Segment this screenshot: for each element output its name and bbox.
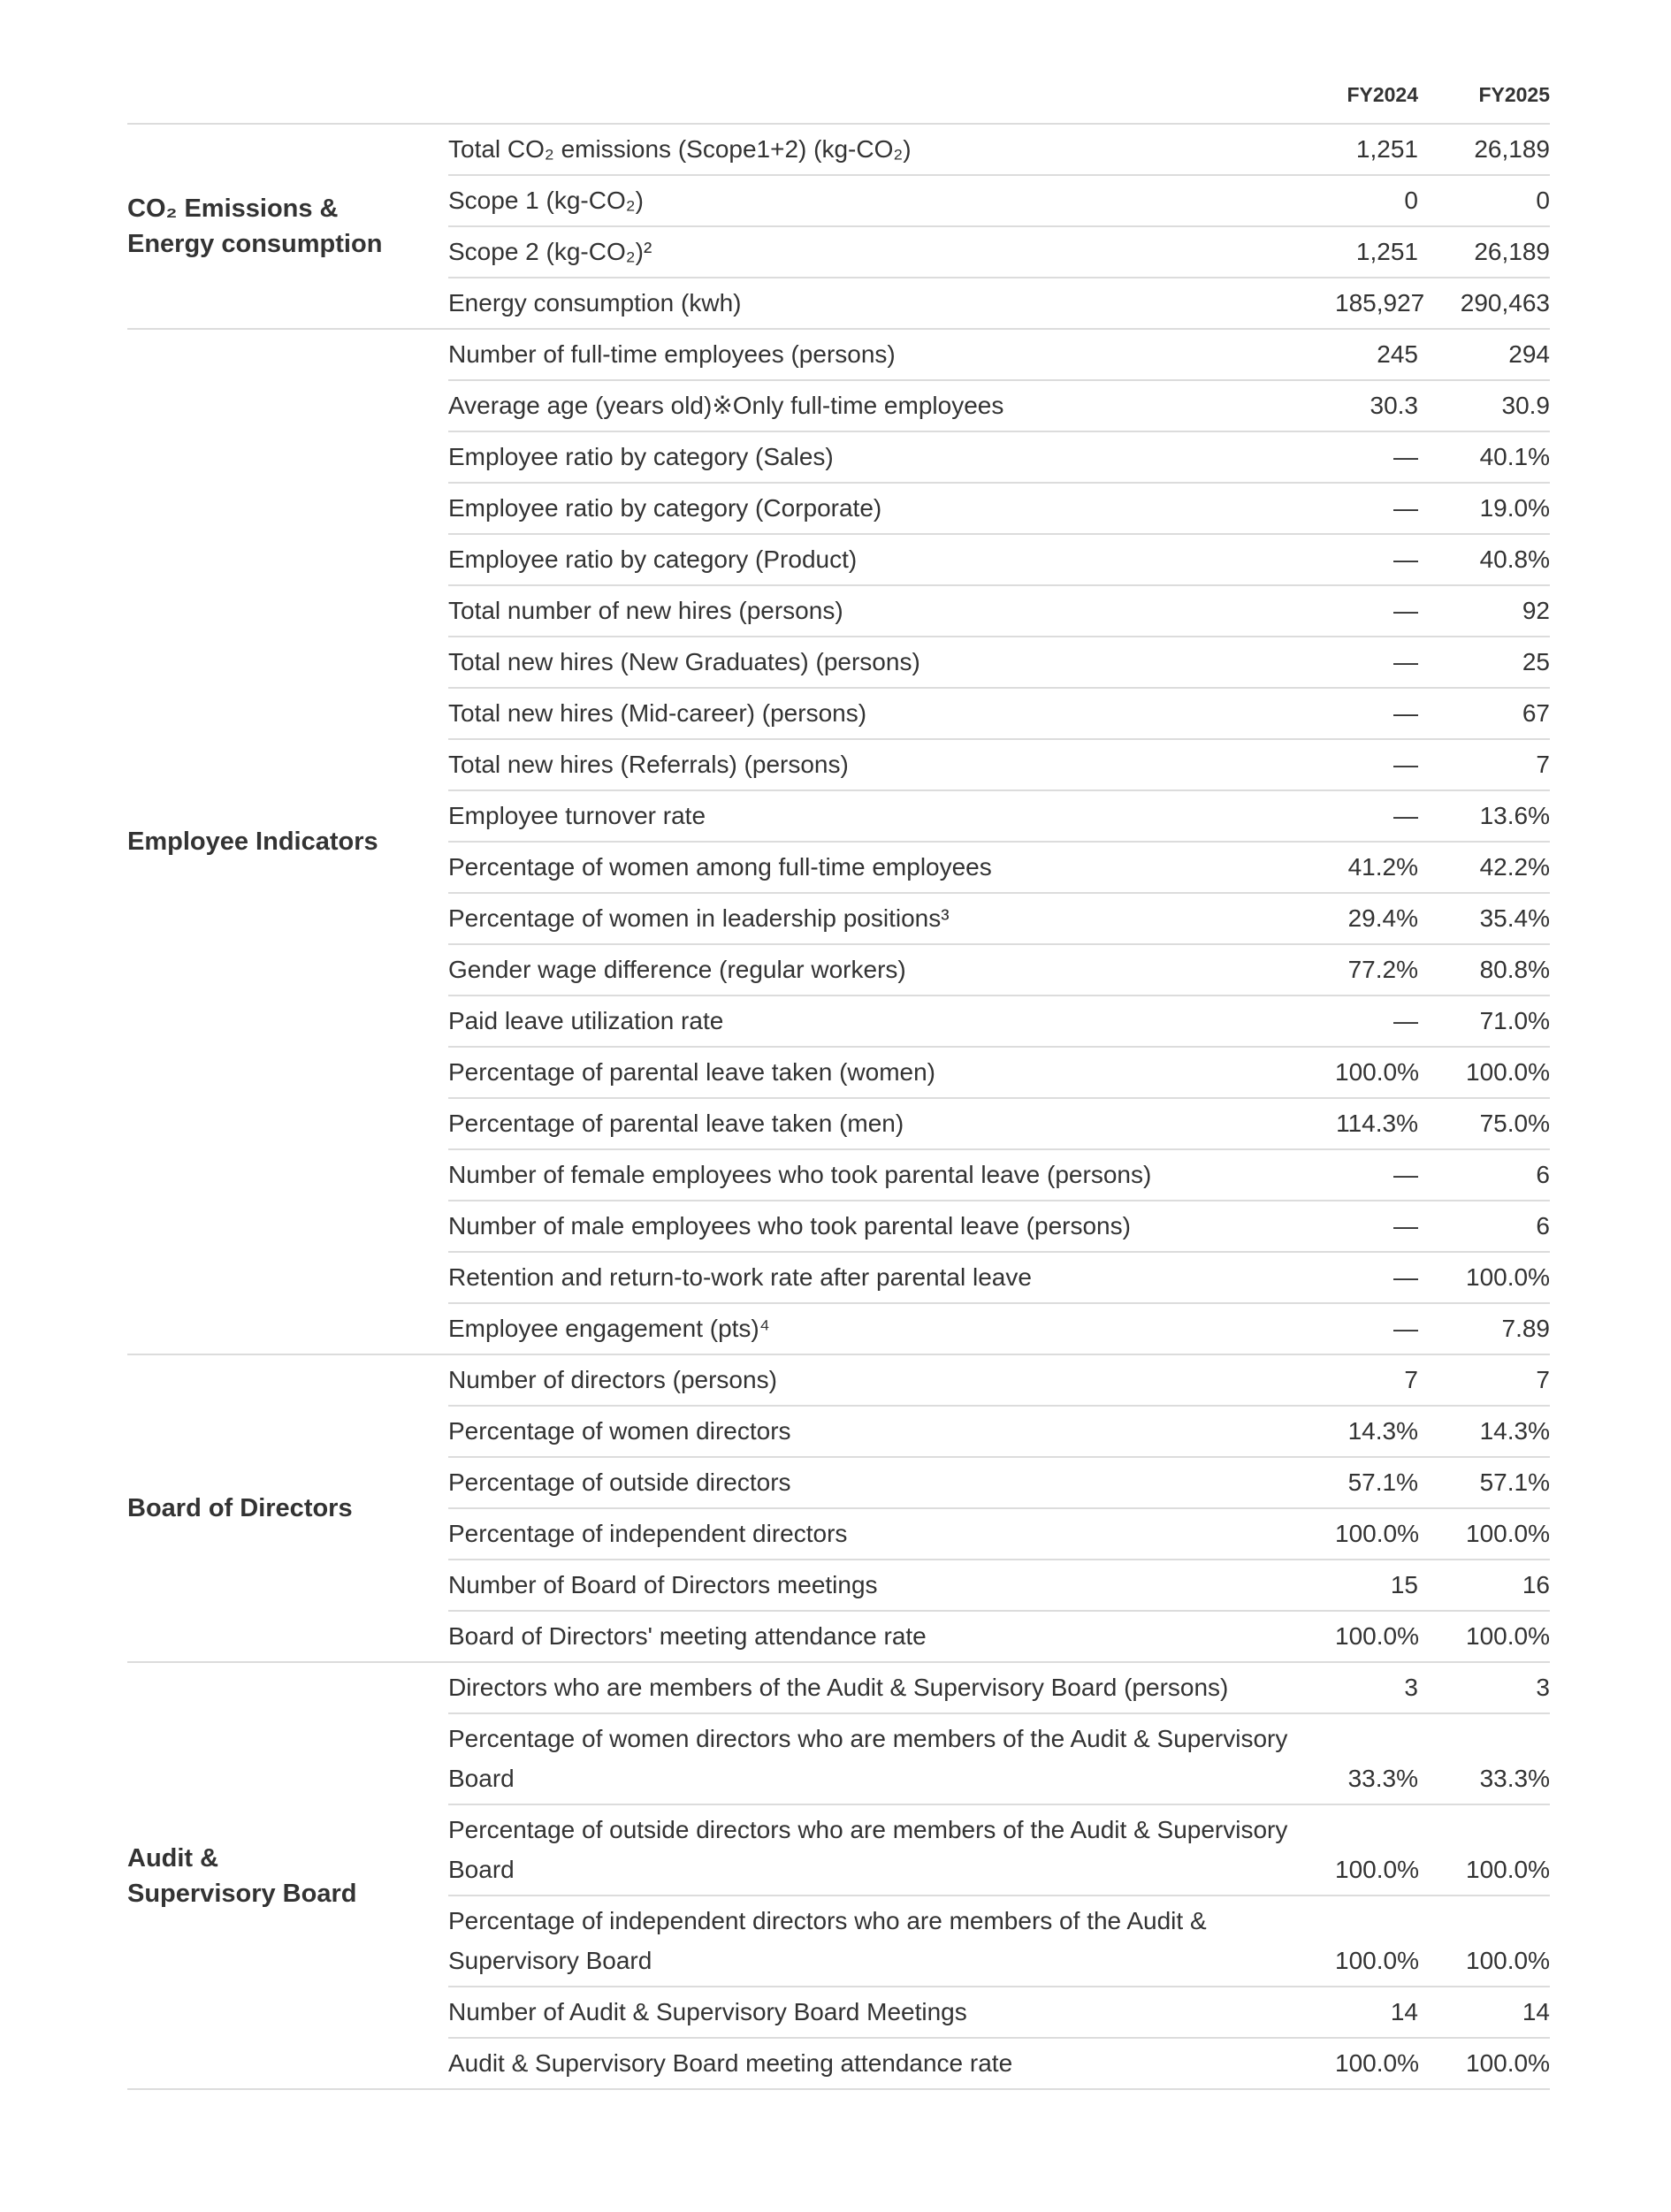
value-fy2024: 29.4% bbox=[1335, 893, 1418, 944]
metric-label: Total CO₂ emissions (Scope1+2) (kg-CO₂) bbox=[448, 124, 1335, 175]
value-fy2025: 14.3% bbox=[1418, 1406, 1550, 1457]
metric-label: Percentage of independent directors who are members of the Audit & Supervisory Board bbox=[448, 1895, 1335, 1987]
value-fy2024: 100.0% bbox=[1335, 2038, 1418, 2089]
category-text: Audit & Supervisory Board bbox=[127, 1843, 357, 1908]
value-fy2024: 3 bbox=[1335, 1662, 1418, 1713]
value-fy2025: 19.0% bbox=[1418, 483, 1550, 534]
section-category-label bbox=[127, 1354, 448, 1662]
value-fy2025: 100.0% bbox=[1418, 1047, 1550, 1098]
header-blank bbox=[448, 76, 1335, 124]
category-text: Employee Indicators bbox=[127, 828, 378, 856]
value-fy2025: 7.89 bbox=[1418, 1303, 1550, 1354]
value-fy2025: 100.0% bbox=[1418, 1508, 1550, 1560]
value-fy2025: 100.0% bbox=[1418, 1804, 1550, 1895]
value-fy2025: 75.0% bbox=[1418, 1098, 1550, 1149]
section-category-label bbox=[127, 124, 448, 329]
value-fy2024: — bbox=[1335, 431, 1418, 483]
value-fy2024: — bbox=[1335, 534, 1418, 585]
value-fy2024: 30.3 bbox=[1335, 380, 1418, 431]
value-fy2025: 35.4% bbox=[1418, 893, 1550, 944]
table-row bbox=[127, 329, 1550, 380]
metric-label: Percentage of parental leave taken (men) bbox=[448, 1098, 1335, 1149]
value-fy2024: 185,927 bbox=[1335, 278, 1418, 329]
esg-data-table-container bbox=[127, 76, 1550, 2090]
value-fy2025: 33.3% bbox=[1418, 1713, 1550, 1804]
value-fy2024: — bbox=[1335, 1252, 1418, 1303]
value-fy2024: 100.0% bbox=[1335, 1895, 1418, 1987]
metric-label: Audit & Supervisory Board meeting attendance rate bbox=[448, 2038, 1335, 2089]
category-text: CO₂ Emissions & Energy consumption bbox=[127, 195, 383, 258]
value-fy2025: 100.0% bbox=[1418, 2038, 1550, 2089]
metric-label: Board of Directors' meeting attendance rate bbox=[448, 1611, 1335, 1662]
metric-label: Number of Audit & Supervisory Board Meetings bbox=[448, 1987, 1335, 2038]
value-fy2025: 80.8% bbox=[1418, 944, 1550, 995]
value-fy2025: 13.6% bbox=[1418, 790, 1550, 842]
metric-label: Employee ratio by category (Corporate) bbox=[448, 483, 1335, 534]
value-fy2025: 30.9 bbox=[1418, 380, 1550, 431]
value-fy2025: 294 bbox=[1418, 329, 1550, 380]
metric-label: Number of directors (persons) bbox=[448, 1354, 1335, 1406]
value-fy2025: 57.1% bbox=[1418, 1457, 1550, 1508]
value-fy2025: 14 bbox=[1418, 1987, 1550, 2038]
metric-label: Percentage of outside directors bbox=[448, 1457, 1335, 1508]
value-fy2025: 42.2% bbox=[1418, 842, 1550, 893]
metric-label: Percentage of parental leave taken (women) bbox=[448, 1047, 1335, 1098]
table-row bbox=[127, 1354, 1550, 1406]
value-fy2024: — bbox=[1335, 1149, 1418, 1201]
value-fy2025: 100.0% bbox=[1418, 1252, 1550, 1303]
value-fy2024: — bbox=[1335, 1201, 1418, 1252]
value-fy2025: 290,463 bbox=[1418, 278, 1550, 329]
value-fy2025: 92 bbox=[1418, 585, 1550, 637]
category-text: Board of Directors bbox=[127, 1494, 353, 1522]
metric-label: Retention and return-to-work rate after parental leave bbox=[448, 1252, 1335, 1303]
value-fy2024: 100.0% bbox=[1335, 1611, 1418, 1662]
metric-label: Scope 1 (kg-CO₂) bbox=[448, 175, 1335, 226]
value-fy2025: 6 bbox=[1418, 1201, 1550, 1252]
metric-label: Percentage of women in leadership positions³ bbox=[448, 893, 1335, 944]
metric-label: Energy consumption (kwh) bbox=[448, 278, 1335, 329]
value-fy2025: 40.1% bbox=[1418, 431, 1550, 483]
value-fy2024: 1,251 bbox=[1335, 124, 1418, 175]
value-fy2024: 114.3% bbox=[1335, 1098, 1418, 1149]
metric-label: Directors who are members of the Audit & Supervisory Board (persons) bbox=[448, 1662, 1335, 1713]
metric-label: Employee engagement (pts)⁴ bbox=[448, 1303, 1335, 1354]
value-fy2024: 245 bbox=[1335, 329, 1418, 380]
value-fy2025: 40.8% bbox=[1418, 534, 1550, 585]
esg-data-table bbox=[127, 76, 1550, 2090]
value-fy2024: 14 bbox=[1335, 1987, 1418, 2038]
table-body bbox=[127, 124, 1550, 2089]
value-fy2025: 6 bbox=[1418, 1149, 1550, 1201]
metric-label: Paid leave utilization rate bbox=[448, 995, 1335, 1047]
metric-label: Percentage of women among full-time employees bbox=[448, 842, 1335, 893]
value-fy2025: 16 bbox=[1418, 1560, 1550, 1611]
metric-label: Number of female employees who took parental leave (persons) bbox=[448, 1149, 1335, 1201]
metric-label: Number of Board of Directors meetings bbox=[448, 1560, 1335, 1611]
value-fy2024: 100.0% bbox=[1335, 1047, 1418, 1098]
value-fy2025: 67 bbox=[1418, 688, 1550, 739]
value-fy2024: — bbox=[1335, 688, 1418, 739]
value-fy2025: 3 bbox=[1418, 1662, 1550, 1713]
metric-label: Total new hires (New Graduates) (persons) bbox=[448, 637, 1335, 688]
metric-label: Employee turnover rate bbox=[448, 790, 1335, 842]
value-fy2025: 26,189 bbox=[1418, 226, 1550, 278]
value-fy2024: — bbox=[1335, 995, 1418, 1047]
value-fy2024: 57.1% bbox=[1335, 1457, 1418, 1508]
value-fy2024: 100.0% bbox=[1335, 1508, 1418, 1560]
metric-label: Employee ratio by category (Sales) bbox=[448, 431, 1335, 483]
value-fy2024: 41.2% bbox=[1335, 842, 1418, 893]
metric-label: Total number of new hires (persons) bbox=[448, 585, 1335, 637]
value-fy2025: 100.0% bbox=[1418, 1611, 1550, 1662]
value-fy2025: 0 bbox=[1418, 175, 1550, 226]
value-fy2024: 0 bbox=[1335, 175, 1418, 226]
value-fy2024: 100.0% bbox=[1335, 1804, 1418, 1895]
value-fy2024: 15 bbox=[1335, 1560, 1418, 1611]
metric-label: Number of full-time employees (persons) bbox=[448, 329, 1335, 380]
metric-label: Percentage of women directors who are members of the Audit & Supervisory Board bbox=[448, 1713, 1335, 1804]
value-fy2024: — bbox=[1335, 790, 1418, 842]
metric-label: Total new hires (Mid-career) (persons) bbox=[448, 688, 1335, 739]
metric-label: Gender wage difference (regular workers) bbox=[448, 944, 1335, 995]
value-fy2024: — bbox=[1335, 483, 1418, 534]
value-fy2024: 33.3% bbox=[1335, 1713, 1418, 1804]
value-fy2024: 14.3% bbox=[1335, 1406, 1418, 1457]
table-row bbox=[127, 124, 1550, 175]
metric-label: Total new hires (Referrals) (persons) bbox=[448, 739, 1335, 790]
value-fy2024: 1,251 bbox=[1335, 226, 1418, 278]
metric-label: Average age (years old)※Only full-time employees bbox=[448, 380, 1335, 431]
value-fy2024: 7 bbox=[1335, 1354, 1418, 1406]
column-header-fy2025: FY2025 bbox=[1418, 76, 1550, 124]
value-fy2024: — bbox=[1335, 1303, 1418, 1354]
metric-label: Percentage of outside directors who are members of the Audit & Supervisory Board bbox=[448, 1804, 1335, 1895]
metric-label: Percentage of women directors bbox=[448, 1406, 1335, 1457]
value-fy2024: — bbox=[1335, 739, 1418, 790]
metric-label: Number of male employees who took parental leave (persons) bbox=[448, 1201, 1335, 1252]
value-fy2025: 25 bbox=[1418, 637, 1550, 688]
value-fy2025: 26,189 bbox=[1418, 124, 1550, 175]
metric-label: Scope 2 (kg-CO₂)² bbox=[448, 226, 1335, 278]
value-fy2025: 71.0% bbox=[1418, 995, 1550, 1047]
column-header-fy2024: FY2024 bbox=[1335, 76, 1418, 124]
header-blank bbox=[127, 76, 448, 124]
value-fy2024: 77.2% bbox=[1335, 944, 1418, 995]
value-fy2024: — bbox=[1335, 637, 1418, 688]
value-fy2025: 7 bbox=[1418, 739, 1550, 790]
section-category-label bbox=[127, 329, 448, 1354]
table-row bbox=[127, 1662, 1550, 1713]
metric-label: Percentage of independent directors bbox=[448, 1508, 1335, 1560]
value-fy2025: 7 bbox=[1418, 1354, 1550, 1406]
table-header-row bbox=[127, 76, 1550, 124]
value-fy2025: 100.0% bbox=[1418, 1895, 1550, 1987]
metric-label: Employee ratio by category (Product) bbox=[448, 534, 1335, 585]
value-fy2024: — bbox=[1335, 585, 1418, 637]
section-category-label bbox=[127, 1662, 448, 2089]
